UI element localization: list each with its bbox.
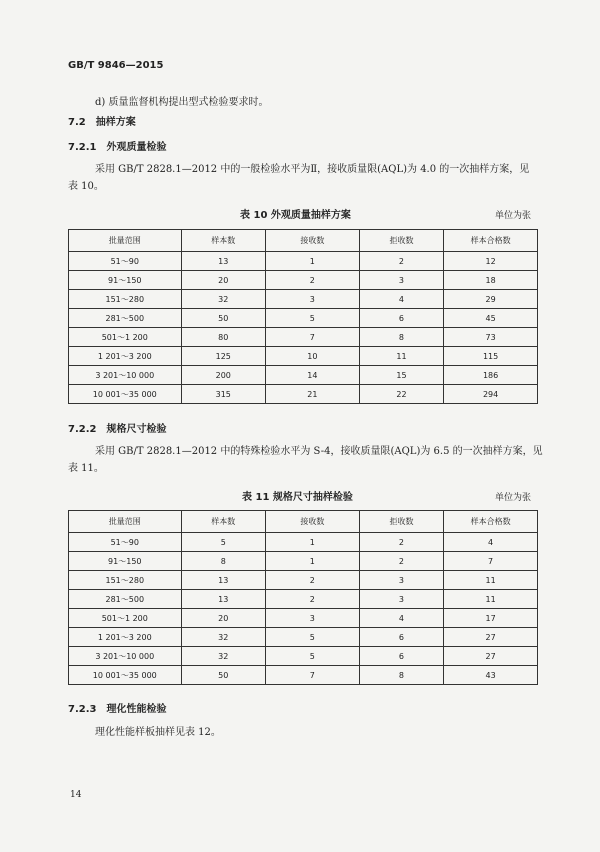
table-cell: 501～1 200 <box>69 609 182 628</box>
table-cell: 13 <box>181 571 265 590</box>
table-cell: 2 <box>265 590 359 609</box>
table-cell: 315 <box>181 385 265 404</box>
section-number: 7.2.3 <box>68 704 97 715</box>
table-row <box>69 290 538 309</box>
table-cell: 18 <box>444 271 538 290</box>
list-item-d: d) 质量监督机构提出型式检验要求时。 <box>95 97 269 108</box>
table-cell: 125 <box>181 347 265 366</box>
table-cell: 10 001～35 000 <box>69 666 182 685</box>
table-cell: 3 <box>359 590 443 609</box>
table-row <box>69 609 538 628</box>
column-header: 样本数 <box>181 511 265 533</box>
table-row <box>69 571 538 590</box>
table-cell: 2 <box>359 552 443 571</box>
section-title: 规格尺寸检验 <box>106 424 167 435</box>
table-row <box>69 533 538 552</box>
section-7-2-2-paragraph-line1: 采用 GB/T 2828.1—2012 中的特殊检验水平为 S-4，接收质量限(AQL)为 6.5 的一次抽样方案，见 <box>95 446 543 457</box>
table-cell: 91～150 <box>69 271 182 290</box>
table-cell: 11 <box>359 347 443 366</box>
table-cell: 7 <box>265 328 359 347</box>
table-row <box>69 590 538 609</box>
table-cell: 45 <box>444 309 538 328</box>
table-cell: 13 <box>181 590 265 609</box>
column-header: 样本数 <box>181 230 265 252</box>
section-7-2-1-paragraph-line1: 采用 GB/T 2828.1—2012 中的一般检验水平为Ⅱ，接收质量限(AQL)为 4.0 的一次抽样方案，见 <box>95 164 530 175</box>
table-cell: 281～500 <box>69 309 182 328</box>
table-cell: 11 <box>444 590 538 609</box>
table-row <box>69 252 538 271</box>
table-cell: 3 <box>265 609 359 628</box>
table-cell: 501～1 200 <box>69 328 182 347</box>
table-cell: 2 <box>265 571 359 590</box>
column-header: 拒收数 <box>359 511 443 533</box>
table-cell: 29 <box>444 290 538 309</box>
table-cell: 4 <box>359 290 443 309</box>
table-cell: 80 <box>181 328 265 347</box>
table-cell: 43 <box>444 666 538 685</box>
table-cell: 281～500 <box>69 590 182 609</box>
column-header: 接收数 <box>265 230 359 252</box>
table-cell: 50 <box>181 309 265 328</box>
table-cell: 50 <box>181 666 265 685</box>
table-cell: 14 <box>265 366 359 385</box>
table-cell: 115 <box>444 347 538 366</box>
table-cell: 151～280 <box>69 290 182 309</box>
table-cell: 17 <box>444 609 538 628</box>
table-cell: 1 <box>265 252 359 271</box>
table-cell: 3 <box>265 290 359 309</box>
table-cell: 5 <box>265 628 359 647</box>
section-title: 理化性能检验 <box>106 704 167 715</box>
column-header: 批量范围 <box>69 230 182 252</box>
table-cell: 1 <box>265 552 359 571</box>
table11 <box>68 510 538 685</box>
table-cell: 3 201～10 000 <box>69 366 182 385</box>
table-cell: 51～90 <box>69 533 182 552</box>
table-cell: 6 <box>359 647 443 666</box>
table-row <box>69 309 538 328</box>
column-header: 样本合格数 <box>444 511 538 533</box>
table-cell: 27 <box>444 647 538 666</box>
table10-unit: 单位为张 <box>495 211 532 221</box>
table-cell: 32 <box>181 628 265 647</box>
table-row <box>69 666 538 685</box>
column-header: 拒收数 <box>359 230 443 252</box>
table-cell: 1 <box>265 533 359 552</box>
section-7-2-1-paragraph-line2: 表 10。 <box>68 181 104 192</box>
table11-caption: 表 11 规格尺寸抽样检验 <box>242 492 353 503</box>
table-cell: 12 <box>444 252 538 271</box>
table-cell: 7 <box>265 666 359 685</box>
table-cell: 32 <box>181 647 265 666</box>
table-row <box>69 385 538 404</box>
table-cell: 5 <box>181 533 265 552</box>
table-cell: 1 201～3 200 <box>69 347 182 366</box>
table-header-row <box>69 230 538 252</box>
table-cell: 200 <box>181 366 265 385</box>
section-title: 抽样方案 <box>95 117 136 128</box>
table-cell: 32 <box>181 290 265 309</box>
table-cell: 51～90 <box>69 252 182 271</box>
table-cell: 2 <box>265 271 359 290</box>
table-cell: 2 <box>359 252 443 271</box>
table-row <box>69 347 538 366</box>
table-cell: 3 <box>359 271 443 290</box>
table-cell: 8 <box>181 552 265 571</box>
section-number: 7.2 <box>68 117 86 128</box>
section-title: 外观质量检验 <box>106 142 167 153</box>
table-row <box>69 647 538 666</box>
table-cell: 4 <box>444 533 538 552</box>
table-cell: 20 <box>181 271 265 290</box>
table-cell: 151～280 <box>69 571 182 590</box>
table-cell: 22 <box>359 385 443 404</box>
table-cell: 3 201～10 000 <box>69 647 182 666</box>
section-7-2-3-heading <box>68 700 166 715</box>
standard-code: GB/T 9846—2015 <box>68 60 164 71</box>
page-number: 14 <box>70 790 82 800</box>
table-row <box>69 366 538 385</box>
table-cell: 3 <box>359 571 443 590</box>
table-row <box>69 552 538 571</box>
table-cell: 21 <box>265 385 359 404</box>
table-row <box>69 628 538 647</box>
table-cell: 8 <box>359 328 443 347</box>
table10-caption: 表 10 外观质量抽样方案 <box>240 210 351 221</box>
table-header-row <box>69 511 538 533</box>
table11-unit: 单位为张 <box>495 493 532 503</box>
table10 <box>68 229 538 404</box>
table-cell: 6 <box>359 628 443 647</box>
column-header: 批量范围 <box>69 511 182 533</box>
table-cell: 1 201～3 200 <box>69 628 182 647</box>
table-cell: 5 <box>265 309 359 328</box>
section-7-2-2-paragraph-line2: 表 11。 <box>68 463 104 474</box>
table-cell: 186 <box>444 366 538 385</box>
table-cell: 4 <box>359 609 443 628</box>
table-cell: 91～150 <box>69 552 182 571</box>
section-7-2-1-heading <box>68 138 166 153</box>
table-cell: 10 <box>265 347 359 366</box>
section-7-2-3-paragraph: 理化性能样板抽样见表 12。 <box>95 727 221 738</box>
table-cell: 8 <box>359 666 443 685</box>
section-7-2-heading <box>68 113 136 128</box>
table-cell: 5 <box>265 647 359 666</box>
table-cell: 6 <box>359 309 443 328</box>
section-number: 7.2.2 <box>68 424 97 435</box>
table-cell: 13 <box>181 252 265 271</box>
table-row <box>69 271 538 290</box>
table-cell: 73 <box>444 328 538 347</box>
column-header: 样本合格数 <box>444 230 538 252</box>
section-7-2-2-heading <box>68 420 166 435</box>
table-cell: 2 <box>359 533 443 552</box>
table-cell: 20 <box>181 609 265 628</box>
table-cell: 7 <box>444 552 538 571</box>
table-cell: 27 <box>444 628 538 647</box>
column-header: 接收数 <box>265 511 359 533</box>
table-cell: 15 <box>359 366 443 385</box>
section-number: 7.2.1 <box>68 142 97 153</box>
table-row <box>69 328 538 347</box>
table-cell: 11 <box>444 571 538 590</box>
table-cell: 10 001～35 000 <box>69 385 182 404</box>
table-cell: 294 <box>444 385 538 404</box>
